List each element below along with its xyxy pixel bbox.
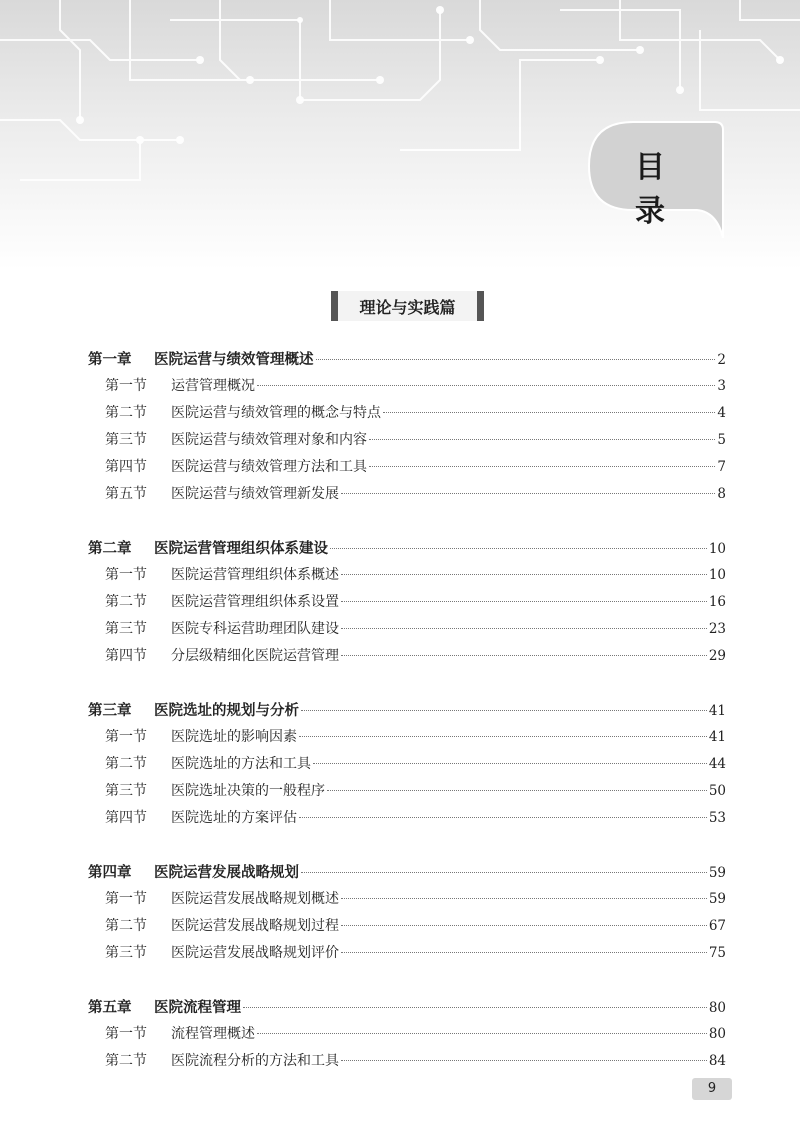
section-entry-leader-dots xyxy=(341,655,707,656)
section-entry-leader-dots xyxy=(341,898,707,899)
section-entry-page: 80 xyxy=(708,1026,726,1042)
chapter-entry[interactable] xyxy=(88,859,726,886)
section-entry-number: 第三节 xyxy=(105,432,147,448)
section-entry-title: 医院选址的方法和工具 xyxy=(171,756,311,772)
chapter-entry-page: 59 xyxy=(708,865,726,881)
chapter-block xyxy=(88,994,726,1075)
section-entry-leader-dots xyxy=(299,817,707,818)
section-entry-leader-dots xyxy=(369,466,715,467)
section-entry-page: 23 xyxy=(708,621,726,637)
section-entry[interactable] xyxy=(88,400,726,427)
section-entry-page: 4 xyxy=(717,405,726,421)
section-entry-number: 第一节 xyxy=(105,567,147,583)
section-entry-number: 第一节 xyxy=(105,378,147,394)
chapter-entry-leader-dots xyxy=(316,359,716,360)
section-entry-page: 50 xyxy=(708,783,726,799)
chapter-entry-leader-dots xyxy=(330,548,707,549)
section-title: 理论与实践篇 xyxy=(331,291,484,321)
section-entry-title: 医院选址决策的一般程序 xyxy=(171,783,325,799)
section-entry-page: 3 xyxy=(717,378,726,394)
section-entry-number: 第四节 xyxy=(105,810,147,826)
section-entry[interactable] xyxy=(88,562,726,589)
chapter-entry-title: 医院运营与绩效管理概述 xyxy=(154,351,314,368)
section-entry[interactable] xyxy=(88,805,726,832)
section-entry-leader-dots xyxy=(257,1033,707,1034)
section-entry-page: 16 xyxy=(708,594,726,610)
section-entry[interactable] xyxy=(88,616,726,643)
chapter-block xyxy=(88,346,726,508)
section-entry-number: 第二节 xyxy=(105,405,147,421)
section-entry-number: 第五节 xyxy=(105,486,147,502)
section-entry-number: 第一节 xyxy=(105,729,147,745)
chapter-entry-leader-dots xyxy=(301,872,707,873)
section-entry-leader-dots xyxy=(341,925,707,926)
section-entry[interactable] xyxy=(88,481,726,508)
section-entry-title: 运营管理概况 xyxy=(171,378,255,394)
section-entry-title: 医院运营管理组织体系设置 xyxy=(171,594,339,610)
chapter-entry-number: 第二章 xyxy=(88,540,132,557)
section-entry-page: 29 xyxy=(708,648,726,664)
section-entry[interactable] xyxy=(88,643,726,670)
section-entry-leader-dots xyxy=(257,385,715,386)
section-entry[interactable] xyxy=(88,751,726,778)
chapter-entry-title: 医院运营管理组织体系建设 xyxy=(154,540,328,557)
section-entry-number: 第二节 xyxy=(105,594,147,610)
chapter-entry[interactable] xyxy=(88,535,726,562)
chapter-entry-page: 2 xyxy=(717,352,726,368)
section-entry-title: 医院运营管理组织体系概述 xyxy=(171,567,339,583)
section-entry-page: 7 xyxy=(717,459,726,475)
section-entry-title: 医院运营与绩效管理方法和工具 xyxy=(171,459,367,475)
section-entry-page: 5 xyxy=(717,432,726,448)
toc-title-badge xyxy=(585,120,725,238)
section-entry-number: 第一节 xyxy=(105,1026,147,1042)
section-entry-title: 医院运营与绩效管理对象和内容 xyxy=(171,432,367,448)
chapter-entry-page: 41 xyxy=(708,703,726,719)
section-entry-page: 8 xyxy=(717,486,726,502)
section-entry[interactable] xyxy=(88,913,726,940)
section-entry-page: 10 xyxy=(708,567,726,583)
table-of-contents xyxy=(88,346,726,1102)
section-entry[interactable] xyxy=(88,1048,726,1075)
section-entry-title: 医院运营发展战略规划概述 xyxy=(171,891,339,907)
section-entry-leader-dots xyxy=(369,439,715,440)
chapter-entry-number: 第五章 xyxy=(88,999,132,1016)
section-entry-leader-dots xyxy=(327,790,707,791)
chapter-entry-page: 80 xyxy=(708,1000,726,1016)
section-entry-page: 59 xyxy=(708,891,726,907)
section-entry-number: 第二节 xyxy=(105,756,147,772)
chapter-entry[interactable] xyxy=(88,994,726,1021)
section-entry[interactable] xyxy=(88,778,726,805)
section-entry-page: 67 xyxy=(708,918,726,934)
section-entry-title: 医院运营与绩效管理新发展 xyxy=(171,486,339,502)
section-entry-number: 第三节 xyxy=(105,783,147,799)
section-entry-leader-dots xyxy=(341,493,715,494)
section-entry-title: 分层级精细化医院运营管理 xyxy=(171,648,339,664)
section-entry-title: 医院选址的方案评估 xyxy=(171,810,297,826)
section-entry-leader-dots xyxy=(383,412,715,413)
section-entry-page: 44 xyxy=(708,756,726,772)
section-entry-title: 流程管理概述 xyxy=(171,1026,255,1042)
section-entry-page: 84 xyxy=(708,1053,726,1069)
section-entry-number: 第四节 xyxy=(105,648,147,664)
section-entry-number: 第三节 xyxy=(105,945,147,961)
chapter-block xyxy=(88,535,726,670)
chapter-entry-leader-dots xyxy=(301,710,707,711)
section-entry-leader-dots xyxy=(299,736,707,737)
section-entry[interactable] xyxy=(88,373,726,400)
section-entry[interactable] xyxy=(88,1021,726,1048)
chapter-entry-page: 10 xyxy=(708,541,726,557)
chapter-entry[interactable] xyxy=(88,346,726,373)
toc-title: 目 录 xyxy=(635,150,687,229)
section-entry[interactable] xyxy=(88,940,726,967)
section-entry-leader-dots xyxy=(313,763,707,764)
section-entry-page: 53 xyxy=(708,810,726,826)
section-entry-leader-dots xyxy=(341,628,707,629)
section-entry-number: 第四节 xyxy=(105,459,147,475)
section-entry-title: 医院选址的影响因素 xyxy=(171,729,297,745)
chapter-block xyxy=(88,859,726,967)
page-number: 9 xyxy=(692,1078,732,1100)
section-entry[interactable] xyxy=(88,589,726,616)
section-entry-number: 第三节 xyxy=(105,621,147,637)
chapter-block xyxy=(88,697,726,832)
section-entry-title: 医院流程分析的方法和工具 xyxy=(171,1053,339,1069)
section-entry-leader-dots xyxy=(341,952,707,953)
section-entry-title: 医院运营发展战略规划评价 xyxy=(171,945,339,961)
section-entry-leader-dots xyxy=(341,1060,707,1061)
section-entry-leader-dots xyxy=(341,574,707,575)
section-entry-title: 医院运营发展战略规划过程 xyxy=(171,918,339,934)
chapter-entry-title: 医院流程管理 xyxy=(154,999,241,1016)
section-entry[interactable] xyxy=(88,886,726,913)
chapter-entry-title: 医院选址的规划与分析 xyxy=(154,702,299,719)
chapter-entry-title: 医院运营发展战略规划 xyxy=(154,864,299,881)
section-entry-page: 41 xyxy=(708,729,726,745)
section-entry-title: 医院专科运营助理团队建设 xyxy=(171,621,339,637)
chapter-entry-number: 第四章 xyxy=(88,864,132,881)
section-entry-number: 第一节 xyxy=(105,891,147,907)
section-entry[interactable] xyxy=(88,724,726,751)
section-entry-page: 75 xyxy=(708,945,726,961)
section-entry[interactable] xyxy=(88,427,726,454)
section-entry[interactable] xyxy=(88,454,726,481)
chapter-entry-leader-dots xyxy=(243,1007,707,1008)
chapter-entry[interactable] xyxy=(88,697,726,724)
section-entry-number: 第二节 xyxy=(105,918,147,934)
section-entry-leader-dots xyxy=(341,601,707,602)
section-entry-title: 医院运营与绩效管理的概念与特点 xyxy=(171,405,381,421)
chapter-entry-number: 第三章 xyxy=(88,702,132,719)
section-entry-number: 第二节 xyxy=(105,1053,147,1069)
chapter-entry-number: 第一章 xyxy=(88,351,132,368)
